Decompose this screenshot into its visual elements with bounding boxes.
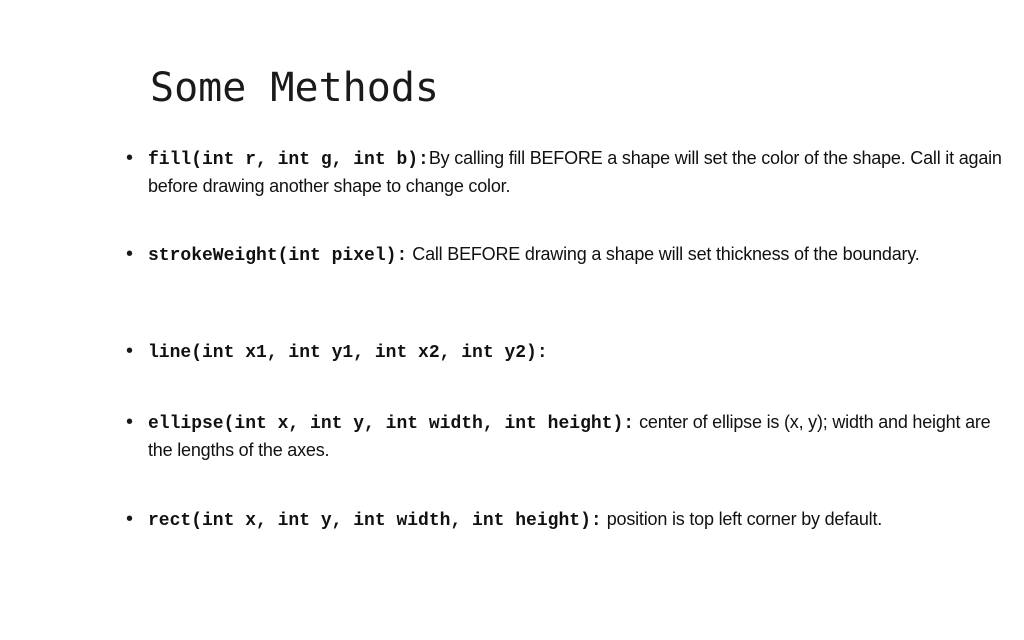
method-description: By calling fill BEFORE a shape will set the color of the shape. Call it again before drawing another shape to change color. (148, 148, 1002, 196)
bullet-icon: • (126, 411, 134, 433)
method-signature: rect(int x, int y, int width, int height): (148, 511, 602, 531)
method-signature: ellipse(int x, int y, int width, int height): (148, 414, 635, 434)
list-item-text (148, 338, 1006, 366)
method-description: Call BEFORE drawing a shape will set thickness of the boundary. (412, 244, 920, 264)
list-item-text (148, 409, 1006, 463)
list-item-text (148, 241, 1006, 269)
method-signature: strokeWeight(int pixel): (148, 246, 408, 266)
bullet-icon: • (126, 340, 134, 362)
bullet-icon: • (126, 508, 134, 530)
slide-title: Some Methods (150, 65, 439, 111)
list-item-text (148, 506, 1006, 534)
method-description: position is top left corner by default. (606, 509, 883, 529)
method-signature: line(int x1, int y1, int x2, int y2): (148, 343, 548, 363)
bullet-icon: • (126, 243, 134, 265)
method-description: center of ellipse is (x, y); width and height are the lengths of the axes. (148, 412, 991, 460)
method-signature: fill(int r, int g, int b): (148, 150, 429, 170)
list-item-text (148, 145, 1006, 199)
bullet-icon: • (126, 147, 134, 169)
